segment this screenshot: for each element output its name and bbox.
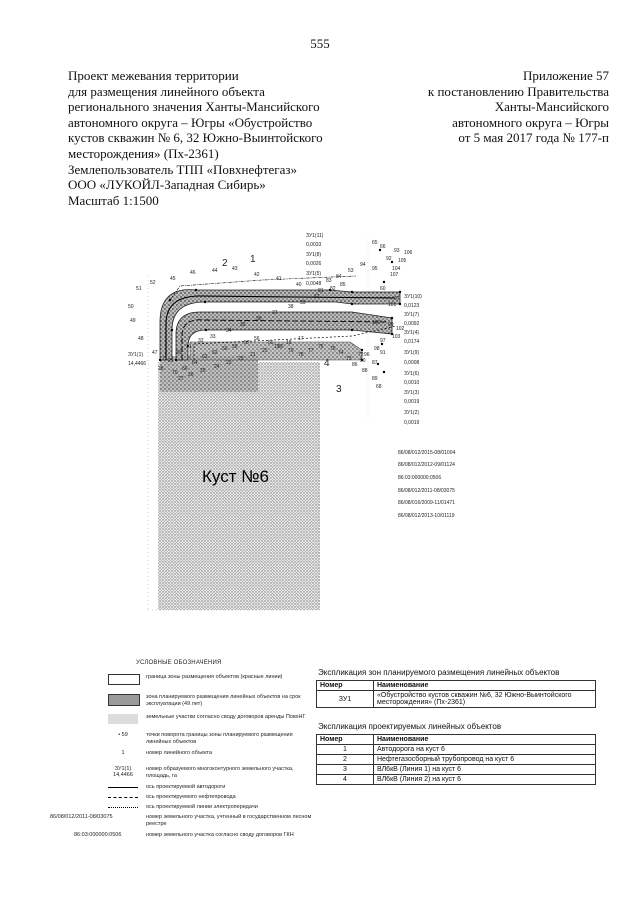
turning-point-label: 31: [186, 344, 192, 350]
turning-point-label: 44: [212, 268, 218, 274]
turning-point-label: 38: [288, 304, 294, 310]
turning-point-label: 35: [240, 322, 246, 328]
column-header: Наименование: [374, 681, 596, 691]
title-line: месторождения» (Пх-2361): [68, 145, 219, 161]
turning-point-label: 65: [372, 240, 378, 246]
object-name-cell: Автодорога на куст 6: [374, 745, 596, 755]
turning-point-label: 91: [380, 350, 386, 356]
zone-area: 0,0010: [404, 380, 420, 386]
scale-line: Масштаб 1:1500: [68, 192, 159, 208]
turning-point-label: 27: [178, 376, 184, 382]
line-number-label: 4: [324, 358, 330, 369]
turning-point-label: 102: [396, 326, 405, 332]
turning-point-label: 62: [212, 350, 218, 356]
turning-point-label: 78: [298, 352, 304, 358]
zone-code: ЗУ1(1): [128, 352, 144, 358]
turning-point-label: 19: [274, 344, 280, 350]
power-line-symbol: [108, 807, 138, 808]
appendix-line: к постановлению Правительства: [427, 83, 609, 99]
turning-point-label: 105: [398, 258, 407, 264]
zone-code: ЗУ1(8): [306, 252, 322, 258]
turning-point-label: 56: [254, 336, 260, 342]
turning-point-label: 37: [272, 310, 278, 316]
turning-point-label: 42: [254, 272, 260, 278]
table-row: [317, 765, 596, 775]
object-number-cell: 2: [317, 755, 374, 765]
turning-point-label: 94: [360, 262, 366, 268]
legend-text: точки поворота границы зоны планируемого размещения линейных объектов: [146, 732, 293, 745]
zone-name-cell: «Обустройство кустов скважин №6, 32 Южно-Выинтойского месторождения» (Пх-2361): [374, 691, 596, 708]
turning-point-label: 68: [376, 384, 382, 390]
turning-point-label: 45: [170, 276, 176, 282]
turning-point-label: 82: [330, 286, 336, 292]
turning-point-label: 51: [136, 286, 142, 292]
appendix-line: автономного округа – Югры: [452, 114, 609, 130]
turning-point-label: 29: [168, 358, 174, 364]
boundary-symbol: [108, 674, 140, 685]
zone-area: 0,0026: [306, 261, 322, 267]
turning-point-label: 22: [238, 356, 244, 362]
company-line: ООО «ЛУКОЙЛ-Западная Сибирь»: [68, 177, 266, 193]
pipe-line-symbol: [108, 797, 138, 798]
turning-point-label: 30: [176, 350, 182, 356]
object-name-cell: ВЛ6кВ (Линия 2) на куст 6: [374, 775, 596, 785]
turning-point-label: 18: [286, 340, 292, 346]
zone-code: ЗУ1(3): [404, 390, 420, 396]
zone-area: 14,4466: [128, 361, 147, 367]
turning-point-label: 36: [256, 316, 262, 322]
turning-point-label: 59: [222, 346, 228, 352]
cadnum2-symbol: 86:03:000000:0506: [74, 832, 122, 838]
table-header-row: [317, 681, 596, 691]
explication-zones-table: [316, 680, 596, 708]
turning-point-label: 24: [214, 364, 220, 370]
title-line: автономного округа – Югры «Обустройство: [68, 114, 313, 130]
object-name-cell: ВЛ6кВ (Линия 1) на куст 6: [374, 765, 596, 775]
turning-point-label: 75: [330, 346, 336, 352]
turning-point-label: 81: [318, 288, 324, 294]
turning-point-label: 106: [404, 250, 413, 256]
turning-point-label: 32: [198, 338, 204, 344]
explication-objects-table: [316, 734, 596, 785]
turning-point-label: 101: [388, 302, 397, 308]
turning-point-label: 34: [226, 328, 232, 334]
turning-point-label: 79: [288, 348, 294, 354]
cadastral-number: 86/08/016/2009-11/01471: [398, 500, 455, 506]
turning-point-label: 48: [138, 336, 144, 342]
explication-objects-title: Экспликация проектируемых линейных объектов: [318, 722, 502, 731]
title-line: Проект межевания территории: [68, 68, 239, 83]
table-row: [317, 691, 596, 708]
dotted-area-symbol: [108, 714, 138, 724]
turning-point-label: 72: [358, 352, 364, 358]
zone-symbol: ЗУ1(1) 14,4466: [113, 766, 133, 778]
turning-point-label: 104: [392, 266, 401, 272]
object-number-cell: 3: [317, 765, 374, 775]
legend-title: УСЛОВНЫЕ ОБОЗНАЧЕНИЯ: [136, 660, 222, 666]
turning-point-label: 20: [262, 348, 268, 354]
turning-point-label: 85: [340, 282, 346, 288]
turning-point-label: 26: [188, 372, 194, 378]
zone-number-cell: ЗУ1: [317, 691, 374, 708]
turning-point-label: 89: [372, 376, 378, 382]
legend-text: ось проектируемой линии электропередачи: [146, 804, 258, 810]
turning-point-label: 41: [276, 276, 282, 282]
turning-point-label: 74: [338, 350, 344, 356]
explication-zones-title: Экспликация зон планируемого размещения линейных объектов: [318, 668, 560, 677]
column-header: Номер: [317, 735, 374, 745]
title-line: регионального значения Ханты-Мансийского: [68, 99, 320, 115]
legend-text: граница зоны размещения объектов (красные линии): [146, 674, 283, 680]
zone-area: 0,0019: [404, 399, 420, 405]
turning-point-label: 61: [314, 294, 320, 300]
turning-point-label: 58: [232, 344, 238, 350]
zone-area: 0,0048: [306, 281, 322, 287]
zone-code: ЗУ1(10): [404, 294, 422, 300]
turning-point-label: 28: [158, 366, 164, 372]
turning-point-label: 23: [226, 360, 232, 366]
zone-area: 0,0123: [404, 303, 420, 309]
object-name-cell: Нефтегазосборный трубопровод на куст 6: [374, 755, 596, 765]
bush-label: Куст №6: [202, 467, 269, 486]
object-number-cell: 4: [317, 775, 374, 785]
zone-area: 0,0174: [404, 339, 420, 345]
zone-code: ЗУ1(9): [404, 350, 420, 356]
table-row: [317, 775, 596, 785]
turning-point-label: 100: [372, 320, 381, 326]
line-number-label: 2: [222, 258, 228, 269]
zone-code: ЗУ1(11): [306, 233, 324, 239]
turning-point-label: 98: [374, 346, 380, 352]
cadastral-number: 86/08/012/2012-09/01124: [398, 462, 455, 468]
turning-point-label: 21: [250, 352, 256, 358]
turning-point-label: 57: [244, 340, 250, 346]
title-line: кустов скважин № 6, 32 Южно-Выинтойского: [68, 130, 323, 146]
turning-point-label: 60: [380, 286, 386, 292]
land-user-line: Землепользователь ТПП «Повхнефтегаз»: [68, 161, 298, 177]
turning-point-label: 40: [296, 282, 302, 288]
turning-point-label: 97: [380, 338, 386, 344]
appendix-line: от 5 мая 2017 года № 177-п: [458, 130, 609, 146]
turning-point-label: 76: [318, 344, 324, 350]
turning-point-label: 67: [394, 296, 400, 302]
turning-point-label: 43: [232, 266, 238, 272]
appendix-line: Приложение 57: [522, 68, 609, 83]
turning-point-label: 71: [162, 356, 168, 362]
cadnum-symbol: 86/08/012/2011-08/03075: [50, 814, 113, 820]
cadastral-number: 86/08/012/2015-08/01004: [398, 450, 456, 456]
zone-code: ЗУ1(5): [306, 271, 322, 277]
cadastral-number: 86:03:000000:0506: [398, 475, 442, 481]
turning-point-label: 87: [372, 360, 378, 366]
cadastral-number: 86/08/012/2011-08/03075: [398, 488, 455, 494]
line-number-label: 1: [250, 254, 256, 265]
turning-point-label: 33: [210, 334, 216, 340]
point-symbol: • 59: [118, 732, 128, 738]
cadastral-number: 86/08/012/2013-10/01119: [398, 513, 455, 519]
turning-point-label: 95: [372, 266, 378, 272]
turning-point-label: 107: [390, 272, 399, 278]
legend-text: номер земельного участка, учтенный в государственном лесном реестре: [146, 814, 312, 827]
zone-code: ЗУ1(4): [404, 330, 420, 336]
turning-point-label: 69: [182, 366, 188, 372]
turning-point-label: 50: [128, 304, 134, 310]
zone-area: 0,0092: [404, 321, 420, 327]
turning-point-label: 83: [326, 278, 332, 284]
object-number-cell: 1: [317, 745, 374, 755]
turning-point-label: 96: [364, 352, 370, 358]
turning-point-label: 80: [278, 344, 284, 350]
table-header-row: [317, 735, 596, 745]
turning-point-label: 47: [152, 350, 158, 356]
turning-point-label: 93: [394, 248, 400, 254]
zone-code: ЗУ1(7): [404, 312, 420, 318]
turning-point-label: 63: [202, 354, 208, 360]
legend-text: номер земельного участка согласно своду договоров ГКН: [146, 832, 294, 838]
legend-text: номер линейного объекта: [146, 750, 213, 756]
page-number: 555: [310, 36, 330, 51]
zone-area: 0,0033: [306, 242, 322, 248]
zone-code: ЗУ1(6): [404, 371, 420, 377]
hatched-zone-symbol: [108, 694, 140, 706]
legend-text: ось проектируемого нефтепровода: [146, 794, 236, 800]
zone-code: ЗУ1(2): [404, 410, 420, 416]
table-row: [317, 755, 596, 765]
turning-point-label: 53: [348, 268, 354, 274]
legend-text: земельные участки согласно своду договоров аренды ПовхНГ: [146, 714, 306, 720]
legend: [50, 660, 312, 850]
title-line: для размещения линейного объекта: [68, 83, 265, 99]
turning-point-label: 88: [362, 368, 368, 374]
number-symbol: 1: [121, 750, 125, 756]
line-number-label: 3: [336, 384, 342, 395]
turning-point-label: 25: [200, 368, 206, 374]
turning-point-label: 73: [346, 356, 352, 362]
turning-point-label: 17: [298, 336, 304, 342]
zone-area: 0,0008: [404, 360, 420, 366]
column-header: Номер: [317, 681, 374, 691]
turning-point-label: 70: [172, 370, 178, 376]
appendix-line: Ханты-Мансийского: [494, 99, 609, 115]
turning-point-label: 66: [380, 244, 386, 250]
legend-text: зона планируемого размещения линейных объектов на срок эксплуатации (49 лет): [146, 694, 301, 707]
turning-point-label: 46: [190, 270, 196, 276]
turning-point-label: 84: [336, 274, 342, 280]
turning-point-label: 77: [308, 348, 314, 354]
table-row: [317, 745, 596, 755]
turning-point-label: 86: [352, 362, 358, 368]
turning-point-label: 99: [388, 322, 394, 328]
turning-point-label: 103: [392, 334, 401, 340]
zone-area: 0,0019: [404, 420, 420, 426]
legend-text: ось проектируемой автодороги: [146, 784, 226, 790]
turning-point-label: 39: [300, 300, 306, 306]
legend-text: номер образуемого многоконтурного земельного участка, площадь, га: [146, 766, 294, 779]
turning-point-label: 64: [192, 360, 198, 366]
column-header: Наименование: [374, 735, 596, 745]
road-line-symbol: [108, 787, 138, 788]
turning-point-label: 92: [386, 256, 392, 262]
turning-point-label: 55: [268, 340, 274, 346]
turning-point-label: 49: [130, 318, 136, 324]
turning-point-label: 52: [150, 280, 156, 286]
turning-point-label: 90: [360, 358, 366, 364]
